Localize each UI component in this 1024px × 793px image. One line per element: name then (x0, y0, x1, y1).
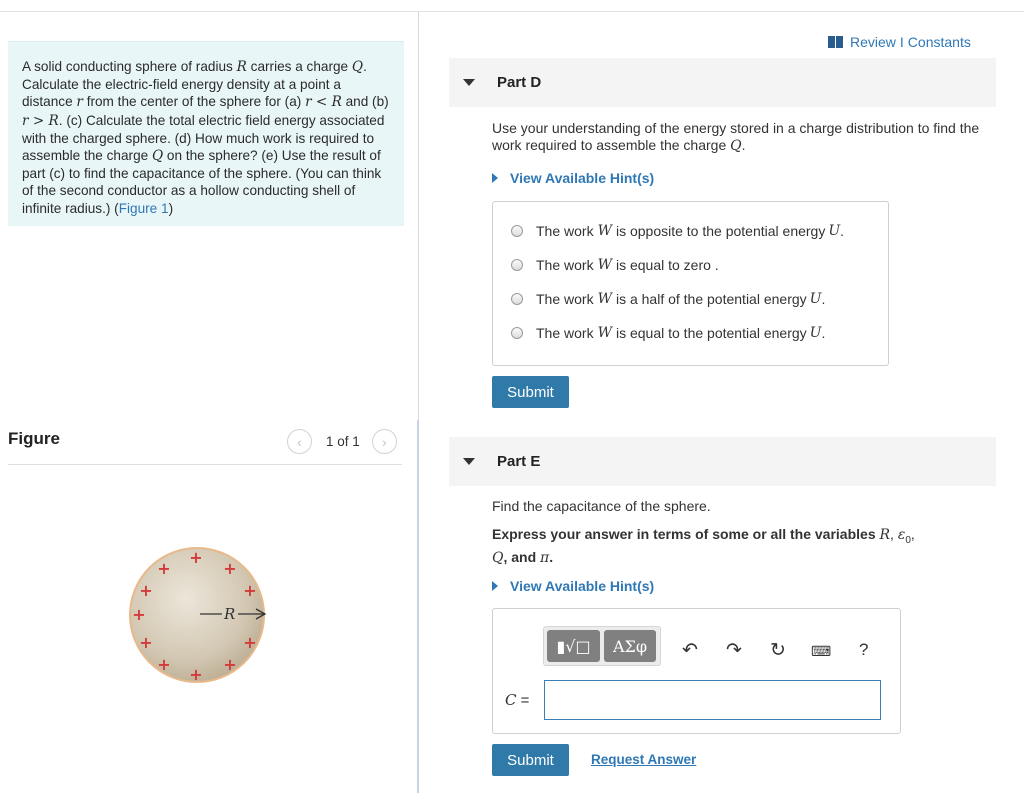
choice-end: . (821, 291, 826, 307)
help-button[interactable]: ? (859, 640, 869, 659)
var-U: U (828, 223, 841, 239)
sphere (130, 548, 264, 682)
equals-sign: = (520, 692, 530, 709)
charged-sphere-diagram (126, 545, 272, 688)
part-d-header[interactable] (449, 58, 996, 107)
choice-text: is a half of the potential energy (615, 291, 807, 307)
top-border (0, 11, 1024, 12)
charge-plus: + (139, 581, 153, 600)
var-pi: π (540, 549, 550, 566)
choice-option[interactable] (511, 291, 825, 307)
radius-label: R (224, 605, 236, 623)
figure-title: Figure (8, 429, 60, 448)
charge-plus: + (139, 633, 153, 652)
condition-b: r > R (22, 112, 59, 129)
charge-plus: + (223, 559, 237, 578)
figure-next-button[interactable] (372, 429, 397, 454)
part-e-header[interactable] (449, 437, 996, 486)
charge-plus: + (157, 559, 171, 578)
instruction-text: , and (503, 548, 541, 565)
var-R: R (879, 527, 891, 543)
part-d-submit-button[interactable]: Submit (492, 376, 569, 408)
var-epsilon: ε (897, 527, 906, 543)
charge-plus: + (132, 605, 146, 624)
link-separator: I (899, 34, 904, 50)
answer-input[interactable] (544, 680, 881, 720)
charge-plus: + (189, 665, 203, 684)
part-d-question-text: Use your understanding of the energy stored in a charge distribution to find the work required to assemble the charge (492, 120, 980, 153)
var-W: W (597, 223, 612, 239)
pane-resize-handle[interactable] (417, 420, 419, 793)
problem-text: carries a charge (246, 59, 352, 74)
var-Q: Q (351, 59, 364, 75)
figure-link[interactable]: Figure 1 (118, 200, 169, 216)
radio-button[interactable] (511, 327, 523, 339)
figure-image (126, 545, 272, 688)
var-U: U (809, 291, 822, 307)
problem-text: ) (168, 200, 174, 216)
problem-text: on the sphere? (e) Use the result of part (c) to find the capacitance of the sphere. (You can think of the second conductor as a hollow conducting shell of infinite radius.) ( (22, 148, 382, 216)
choice-end: . (840, 223, 845, 239)
redo-icon[interactable]: ↷ (726, 640, 742, 661)
answer-label (505, 691, 529, 709)
charge-plus: + (243, 581, 257, 600)
choice-text: The work (536, 223, 594, 239)
var-Q: Q (151, 148, 164, 165)
constants-link[interactable]: Constants (907, 34, 971, 50)
chevron-left-icon: ‹ (297, 433, 302, 450)
part-e-instructions (492, 526, 952, 567)
templates-button[interactable]: ▮√□ (547, 630, 600, 662)
radio-button[interactable] (511, 225, 523, 237)
book-icon (828, 36, 843, 48)
part-d-question-end: . (741, 137, 746, 153)
caret-right-icon (492, 173, 498, 183)
var-W: W (597, 257, 612, 273)
var-R: R (236, 59, 247, 75)
part-d-hint-label: View Available Hint(s) (510, 170, 655, 186)
choice-text: The work (536, 257, 594, 273)
caret-down-icon (463, 79, 475, 86)
part-e-hint-toggle[interactable] (492, 578, 654, 594)
condition-a: r < R (305, 94, 342, 111)
problem-text: A solid conducting sphere of radius (22, 59, 237, 74)
radio-button[interactable] (511, 259, 523, 271)
problem-statement (8, 41, 404, 226)
choice-option[interactable] (511, 223, 844, 239)
part-e-question: Find the capacitance of the sphere. (492, 498, 711, 514)
charge-plus: + (223, 655, 237, 674)
figure-pager (287, 428, 397, 455)
choice-end: . (821, 325, 826, 341)
part-e-submit-button[interactable]: Submit (492, 744, 569, 776)
caret-right-icon (492, 581, 498, 591)
choice-text: The work (536, 325, 594, 341)
choice-text: is equal to zero . (615, 257, 719, 273)
var-epsilon-sub: 0 (905, 534, 911, 546)
separator: , (910, 526, 915, 542)
problem-text: from the center of the sphere for (a) (82, 94, 306, 110)
part-e-hint-label: View Available Hint(s) (510, 578, 655, 594)
var-W: W (597, 291, 612, 307)
part-d-question (492, 120, 1002, 155)
problem-text: . Calculate the electric-field energy density at a point a distance (22, 59, 367, 110)
caret-down-icon (463, 458, 475, 465)
var-C: C (505, 691, 517, 709)
figure-prev-button[interactable] (287, 429, 312, 454)
choice-text: is equal to the potential energy (615, 325, 807, 341)
var-U: U (809, 325, 822, 341)
greek-symbols-button[interactable]: ΑΣφ (604, 630, 656, 662)
separator: , (890, 526, 898, 542)
charge-plus: + (157, 655, 171, 674)
choice-option[interactable] (511, 325, 825, 341)
figure-divider (8, 464, 402, 465)
review-constants-links (828, 34, 971, 50)
figure-page-count: 1 of 1 (326, 434, 360, 449)
charge-plus: + (189, 548, 203, 567)
var-Q: Q (492, 549, 504, 566)
part-d-title: Part D (497, 74, 542, 91)
var-W: W (597, 325, 612, 341)
instruction-end: . (549, 548, 554, 565)
var-Q: Q (730, 138, 742, 154)
problem-text: . (c) Calculate the total electric field energy associated with the charged sphere. (d) How much work is required to assemble the charge (22, 112, 385, 164)
radio-button[interactable] (511, 293, 523, 305)
problem-text: and (b) (341, 94, 389, 110)
keyboard-icon[interactable]: ⌨ (811, 643, 832, 659)
choice-text: The work (536, 291, 594, 307)
var-r: r (76, 94, 83, 111)
choice-option[interactable] (511, 257, 719, 273)
request-answer-link[interactable]: Request Answer (591, 752, 697, 767)
reset-icon[interactable]: ↻ (770, 640, 786, 661)
undo-icon[interactable]: ↶ (682, 640, 698, 661)
review-link[interactable]: Review (850, 34, 896, 50)
part-d-choices (492, 201, 889, 366)
chevron-right-icon: › (381, 433, 387, 450)
part-e-answer-panel (492, 608, 901, 734)
math-toolbar (543, 626, 661, 666)
charge-plus: + (243, 633, 257, 652)
part-d-hint-toggle[interactable] (492, 170, 654, 186)
instruction-text: Express your answer in terms of some or all the variables (492, 526, 880, 542)
choice-text: is opposite to the potential energy (615, 223, 826, 239)
part-e-title: Part E (497, 453, 541, 470)
